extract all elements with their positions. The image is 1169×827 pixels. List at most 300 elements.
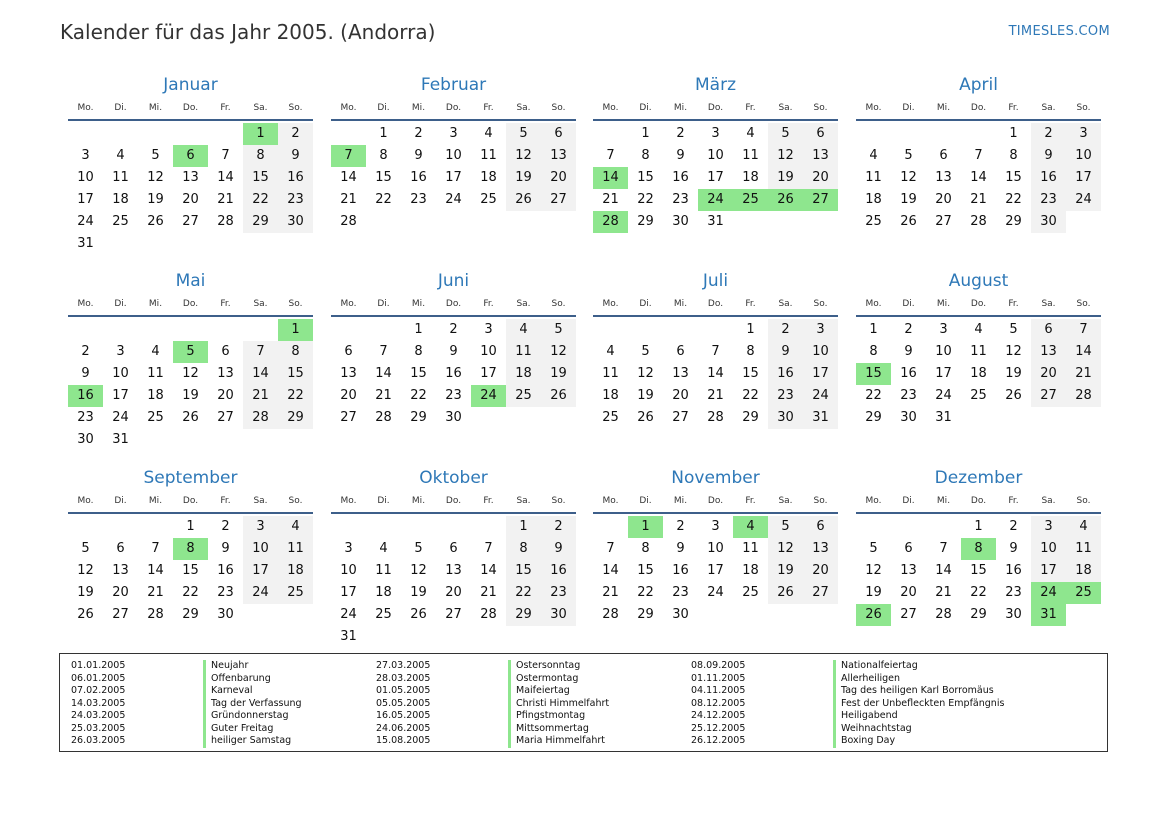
brand-link[interactable]: TIMESLES.COM	[1008, 24, 1110, 39]
empty-day	[506, 626, 541, 648]
day-cell: 28	[480, 607, 497, 622]
day-cell: 8	[278, 341, 313, 363]
day-cell: 20	[340, 388, 357, 403]
week-row	[68, 363, 313, 385]
holiday-day: 8	[961, 538, 996, 560]
day-cell: 4	[506, 319, 541, 341]
month-januar	[68, 73, 313, 255]
weekday-header	[856, 490, 1101, 514]
day-cell: 2	[541, 516, 576, 538]
day-cell: 10	[480, 344, 497, 359]
empty-day	[243, 604, 278, 626]
day-cell: 25	[112, 214, 129, 229]
empty-day	[961, 407, 996, 429]
day-cell: 13	[217, 366, 234, 381]
empty-day	[103, 319, 138, 341]
weekday-label: So.	[1076, 103, 1091, 113]
empty-day	[768, 604, 803, 626]
day-cell: 2	[676, 519, 685, 534]
week-row	[856, 604, 1101, 626]
empty-day	[471, 211, 506, 233]
month-april	[856, 73, 1101, 233]
day-cell: 26	[77, 607, 94, 622]
day-cell: 20	[445, 585, 462, 600]
week-row	[331, 211, 576, 233]
weekday-label: Sa.	[516, 103, 531, 113]
holiday-day: 5	[173, 341, 208, 363]
day-cell: 10	[77, 170, 94, 185]
day-cell: 24	[1066, 189, 1101, 211]
weekday-label: Sa.	[778, 496, 793, 506]
day-cell: 30	[672, 214, 689, 229]
month-name: April	[959, 75, 998, 95]
day-cell: 2	[676, 126, 685, 141]
day-cell: 22	[637, 192, 654, 207]
day-cell: 21	[243, 385, 278, 407]
day-cell: 15	[637, 170, 654, 185]
day-cell: 7	[221, 148, 230, 163]
day-cell: 31	[707, 214, 724, 229]
holiday-day: 1	[243, 123, 278, 145]
holiday-day: 24	[698, 189, 733, 211]
day-cell: 25	[865, 214, 882, 229]
day-cell: 29	[865, 410, 882, 425]
empty-day	[733, 211, 768, 233]
day-cell: 5	[151, 148, 160, 163]
day-cell: 12	[900, 170, 917, 185]
empty-day	[891, 123, 926, 145]
day-cell: 7	[151, 541, 160, 556]
day-cell: 17	[77, 192, 94, 207]
empty-day	[996, 407, 1031, 429]
day-cell: 15	[506, 560, 541, 582]
holiday-day: 6	[173, 145, 208, 167]
day-cell: 7	[379, 344, 388, 359]
day-cell: 9	[81, 366, 90, 381]
weekday-label: Di.	[377, 103, 390, 113]
day-cell: 28	[707, 410, 724, 425]
day-cell: 15	[742, 366, 759, 381]
day-cell: 22	[970, 585, 987, 600]
weekday-header	[68, 293, 313, 317]
empty-day	[506, 407, 541, 429]
day-cell: 23	[410, 192, 427, 207]
week-row	[331, 407, 576, 429]
day-cell: 19	[768, 167, 803, 189]
empty-day	[471, 407, 506, 429]
day-cell: 11	[602, 366, 619, 381]
day-cell: 6	[116, 541, 125, 556]
empty-day	[541, 407, 576, 429]
day-cell: 18	[865, 192, 882, 207]
legend-date: 28.03.2005	[376, 672, 431, 684]
empty-day	[68, 123, 103, 145]
weekday-label: So.	[551, 496, 566, 506]
week-row	[593, 516, 838, 538]
day-cell: 19	[865, 585, 882, 600]
day-cell: 4	[974, 322, 983, 337]
month-name: März	[695, 75, 736, 95]
weekday-header	[331, 490, 576, 514]
day-cell: 1	[746, 322, 755, 337]
weekday-label: Di.	[639, 496, 652, 506]
day-cell: 3	[243, 516, 278, 538]
day-cell: 6	[803, 516, 838, 538]
week-row	[593, 167, 838, 189]
week-row	[593, 582, 838, 604]
empty-day	[243, 319, 278, 341]
weekday-label: Do.	[707, 103, 724, 113]
month-name: August	[948, 271, 1009, 291]
legend-date: 07.02.2005	[71, 685, 126, 696]
weekday-label: Sa.	[1041, 103, 1056, 113]
weekday-label: Do.	[970, 299, 987, 309]
day-cell: 4	[746, 126, 755, 141]
weekday-header	[593, 293, 838, 317]
legend-holiday-name: Ostersonntag	[508, 660, 609, 673]
week-row	[331, 341, 576, 363]
day-cell: 27	[803, 582, 838, 604]
day-cell: 3	[1066, 123, 1101, 145]
day-cell: 12	[637, 366, 654, 381]
day-cell: 7	[711, 344, 720, 359]
day-cell: 25	[970, 388, 987, 403]
empty-day	[628, 319, 663, 341]
day-cell: 22	[243, 189, 278, 211]
empty-day	[103, 233, 138, 255]
day-cell: 26	[147, 214, 164, 229]
day-cell: 28	[243, 407, 278, 429]
day-cell: 17	[707, 563, 724, 578]
weekday-label: So.	[1076, 496, 1091, 506]
day-cell: 25	[506, 385, 541, 407]
holiday-day: 26	[768, 189, 803, 211]
day-cell: 24	[340, 607, 357, 622]
day-cell: 16	[1005, 563, 1022, 578]
empty-day	[803, 211, 838, 233]
day-cell: 23	[672, 585, 689, 600]
day-cell: 22	[506, 582, 541, 604]
day-cell: 7	[974, 148, 983, 163]
weekday-header	[68, 490, 313, 514]
day-cell: 30	[768, 407, 803, 429]
legend-date: 01.05.2005	[376, 685, 431, 696]
day-cell: 18	[375, 585, 392, 600]
week-row	[856, 363, 1101, 385]
day-cell: 22	[742, 388, 759, 403]
day-cell: 24	[445, 192, 462, 207]
weekday-label: Di.	[902, 103, 915, 113]
day-cell: 7	[606, 541, 615, 556]
week-row	[68, 233, 313, 255]
empty-day	[208, 319, 243, 341]
day-cell: 24	[707, 585, 724, 600]
weekday-label: Do.	[182, 299, 199, 309]
day-cell: 13	[112, 563, 129, 578]
legend-dates-column	[376, 660, 430, 748]
legend-holiday-name: Allerheiligen	[833, 673, 1004, 686]
legend-date: 25.12.2005	[691, 722, 746, 734]
day-cell: 5	[506, 123, 541, 145]
day-cell: 8	[506, 538, 541, 560]
legend-date: 27.03.2005	[376, 660, 431, 671]
weekday-label: Di.	[902, 496, 915, 506]
week-row	[856, 123, 1101, 145]
day-cell: 28	[340, 214, 357, 229]
month-name: Dezember	[934, 468, 1023, 488]
day-cell: 14	[243, 363, 278, 385]
day-cell: 24	[112, 410, 129, 425]
weekday-label: Mo.	[865, 299, 882, 309]
empty-day	[471, 626, 506, 648]
weekday-label: Sa.	[778, 299, 793, 309]
day-cell: 21	[602, 585, 619, 600]
day-cell: 9	[1009, 541, 1018, 556]
week-row	[856, 407, 1101, 429]
empty-day	[593, 319, 628, 341]
month-name: Juni	[437, 271, 470, 291]
week-row	[331, 582, 576, 604]
day-cell: 6	[1031, 319, 1066, 341]
day-cell: 20	[900, 585, 917, 600]
day-cell: 15	[970, 563, 987, 578]
empty-day	[243, 429, 278, 451]
weekday-label: Mi.	[936, 103, 951, 113]
day-cell: 29	[742, 410, 759, 425]
legend-holiday-name: heiliger Samstag	[203, 735, 302, 748]
weekday-label: Mi.	[411, 496, 426, 506]
day-cell: 30	[77, 432, 94, 447]
day-cell: 8	[1009, 148, 1018, 163]
day-cell: 20	[182, 192, 199, 207]
weekday-label: So.	[288, 496, 303, 506]
day-cell: 29	[1005, 214, 1022, 229]
weekday-label: Mo.	[602, 103, 619, 113]
day-cell: 16	[410, 170, 427, 185]
day-cell: 9	[1031, 145, 1066, 167]
day-cell: 6	[676, 344, 685, 359]
day-cell: 6	[221, 344, 230, 359]
holiday-day: 25	[733, 189, 768, 211]
day-cell: 10	[935, 344, 952, 359]
holiday-day: 28	[593, 211, 628, 233]
empty-day	[138, 123, 173, 145]
day-cell: 16	[541, 560, 576, 582]
weekday-label: Fr.	[1008, 299, 1019, 309]
empty-day	[208, 429, 243, 451]
empty-day	[331, 516, 366, 538]
week-row	[856, 516, 1101, 538]
day-cell: 27	[900, 607, 917, 622]
empty-day	[506, 211, 541, 233]
day-cell: 14	[1066, 341, 1101, 363]
day-cell: 4	[484, 126, 493, 141]
week-row	[331, 167, 576, 189]
day-cell: 10	[1066, 145, 1101, 167]
day-cell: 8	[243, 145, 278, 167]
day-cell: 14	[707, 366, 724, 381]
day-cell: 29	[506, 604, 541, 626]
week-row	[856, 560, 1101, 582]
empty-day	[891, 516, 926, 538]
legend-holiday-name: Maria Himmelfahrt	[508, 735, 609, 748]
legend-holiday-name: Karneval	[203, 685, 302, 698]
day-cell: 3	[711, 126, 720, 141]
month-februar	[331, 73, 576, 233]
day-cell: 10	[707, 541, 724, 556]
day-cell: 4	[1066, 516, 1101, 538]
day-cell: 20	[217, 388, 234, 403]
page-title: Kalender für das Jahr 2005. (Andorra)	[60, 20, 436, 44]
weekday-label: Di.	[639, 299, 652, 309]
day-cell: 17	[112, 388, 129, 403]
day-cell: 16	[217, 563, 234, 578]
day-cell: 22	[637, 585, 654, 600]
day-cell: 1	[414, 322, 423, 337]
week-row	[593, 189, 838, 211]
day-cell: 16	[900, 366, 917, 381]
week-row	[331, 626, 576, 648]
legend-holiday-name: Pfingstmontag	[508, 710, 609, 723]
empty-day	[471, 516, 506, 538]
empty-day	[698, 604, 733, 626]
day-cell: 29	[182, 607, 199, 622]
day-cell: 5	[1009, 322, 1018, 337]
day-cell: 1	[869, 322, 878, 337]
weekday-label: Mi.	[148, 299, 163, 309]
day-cell: 9	[541, 538, 576, 560]
day-cell: 5	[904, 148, 913, 163]
day-cell: 20	[541, 167, 576, 189]
week-row	[593, 363, 838, 385]
day-cell: 2	[1009, 519, 1018, 534]
day-cell: 31	[935, 410, 952, 425]
empty-day	[401, 211, 436, 233]
day-cell: 10	[803, 341, 838, 363]
empty-day	[278, 429, 313, 451]
legend-date: 24.06.2005	[376, 722, 431, 734]
day-cell: 30	[217, 607, 234, 622]
day-cell: 20	[803, 167, 838, 189]
day-cell: 31	[803, 407, 838, 429]
day-cell: 16	[278, 167, 313, 189]
day-cell: 19	[768, 560, 803, 582]
weekday-label: Mi.	[411, 299, 426, 309]
legend-date: 04.11.2005	[691, 685, 746, 696]
day-cell: 11	[865, 170, 882, 185]
day-cell: 4	[116, 148, 125, 163]
day-cell: 3	[344, 541, 353, 556]
weekday-label: Mi.	[936, 299, 951, 309]
legend-holiday-name: Christi Himmelfahrt	[508, 698, 609, 711]
day-cell: 16	[1031, 167, 1066, 189]
weekday-label: Mi.	[673, 496, 688, 506]
empty-day	[366, 626, 401, 648]
day-cell: 3	[803, 319, 838, 341]
weekday-label: Mo.	[602, 496, 619, 506]
legend-holiday-name: Maifeiertag	[508, 685, 609, 698]
day-cell: 2	[768, 319, 803, 341]
day-cell: 27	[182, 214, 199, 229]
day-cell: 10	[243, 538, 278, 560]
day-cell: 13	[445, 563, 462, 578]
day-cell: 27	[1031, 385, 1066, 407]
day-cell: 17	[1031, 560, 1066, 582]
day-cell: 17	[707, 170, 724, 185]
holiday-day: 7	[331, 145, 366, 167]
week-row	[68, 582, 313, 604]
weekday-label: Mo.	[865, 496, 882, 506]
empty-day	[1031, 407, 1066, 429]
day-cell: 29	[278, 407, 313, 429]
weekday-label: Di.	[377, 496, 390, 506]
weekday-label: Fr.	[220, 496, 231, 506]
week-row	[593, 385, 838, 407]
day-cell: 9	[414, 148, 423, 163]
empty-day	[663, 319, 698, 341]
day-cell: 19	[541, 363, 576, 385]
day-cell: 3	[939, 322, 948, 337]
day-cell: 29	[410, 410, 427, 425]
day-cell: 13	[803, 538, 838, 560]
empty-day	[856, 516, 891, 538]
empty-day	[208, 123, 243, 145]
day-cell: 31	[112, 432, 129, 447]
day-cell: 11	[480, 148, 497, 163]
day-cell: 19	[637, 388, 654, 403]
empty-day	[366, 516, 401, 538]
day-cell: 10	[112, 366, 129, 381]
legend-date: 26.12.2005	[691, 735, 746, 746]
weekday-label: Mi.	[148, 103, 163, 113]
day-cell: 24	[803, 385, 838, 407]
day-cell: 2	[221, 519, 230, 534]
legend-date: 25.03.2005	[71, 722, 126, 734]
legend-holiday-name: Weihnachtstag	[833, 723, 1004, 736]
week-row	[331, 385, 576, 407]
day-cell: 25	[278, 582, 313, 604]
weekday-label: Mo.	[340, 103, 357, 113]
day-cell: 9	[676, 148, 685, 163]
legend-holiday-name: Fest der Unbefleckten Empfängnis	[833, 698, 1004, 711]
day-cell: 23	[900, 388, 917, 403]
month-dezember	[856, 466, 1101, 626]
day-cell: 8	[641, 541, 650, 556]
empty-day	[733, 604, 768, 626]
legend-holiday-name: Offenbarung	[203, 673, 302, 686]
weekday-header	[68, 97, 313, 121]
day-cell: 23	[1005, 585, 1022, 600]
empty-day	[541, 211, 576, 233]
day-cell: 27	[672, 410, 689, 425]
day-cell: 24	[935, 388, 952, 403]
day-cell: 18	[1066, 560, 1101, 582]
day-cell: 5	[869, 541, 878, 556]
day-cell: 15	[637, 563, 654, 578]
weekday-label: Do.	[970, 496, 987, 506]
week-row	[68, 167, 313, 189]
day-cell: 30	[672, 607, 689, 622]
weekday-label: So.	[551, 299, 566, 309]
weekday-label: So.	[813, 103, 828, 113]
weekday-label: Fr.	[745, 496, 756, 506]
day-cell: 30	[900, 410, 917, 425]
day-cell: 14	[217, 170, 234, 185]
day-cell: 11	[147, 366, 164, 381]
legend-dates-column	[691, 660, 745, 748]
day-cell: 28	[602, 607, 619, 622]
week-row	[331, 516, 576, 538]
